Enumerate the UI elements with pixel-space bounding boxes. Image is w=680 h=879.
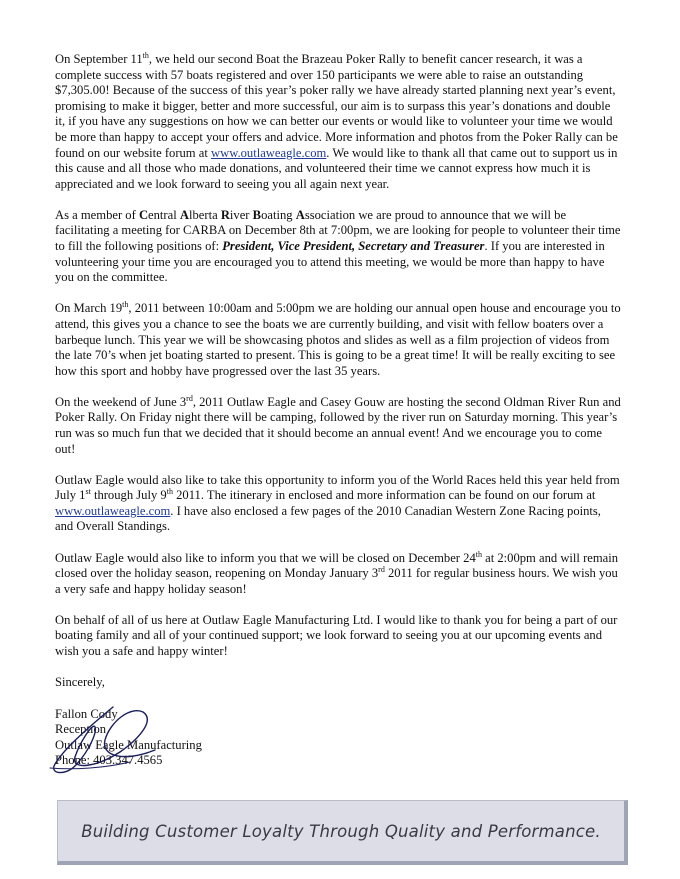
superscript: th [166, 487, 173, 497]
paragraph-thank-you: On behalf of all of us here at Outlaw Eagle Manufacturing Ltd. I would like to thank you for being a part of our boating family and all of your continued support; we look forward to seeing you at our upcoming events and wish you a safe and happy winter! [55, 612, 618, 658]
paragraph-world-races [55, 473, 621, 535]
acronym-letter: C [138, 207, 149, 222]
text: On March 19 [55, 301, 123, 316]
paragraph-oldman-river-run [55, 395, 621, 457]
website-link[interactable]: www.outlaweagle.com [55, 503, 171, 518]
superscript: rd [378, 565, 385, 575]
text: Outlaw Eagle would also like to inform you that we will be closed on December 24 [55, 550, 476, 565]
signature-block [55, 707, 621, 769]
text: . I have also enclosed a few pages of the 2010 Canadian Western Zone Racing points, and Overall Standings. [55, 503, 601, 534]
acronym-letter: R [220, 207, 230, 222]
signer-title: Reception [55, 722, 107, 737]
letter-body [55, 52, 621, 769]
text: . We would like to thank all that came out to support us in this cause and all those who made donations, and volunteered their time we cannot express how much it is appreciated and we look forward to seeing you all again next year. [55, 145, 618, 191]
paragraph-open-house [55, 301, 621, 379]
text: through July 9 [90, 488, 167, 503]
text: On the weekend of June 3 [55, 394, 187, 409]
closing: Sincerely, [55, 675, 105, 690]
superscript: th [122, 300, 129, 310]
signer-phone: Phone: 403.347.4565 [55, 753, 163, 768]
text: Outlaw Eagle would also like to take this opportunity to inform you of the World Races held this year held from July 1 [55, 472, 620, 503]
text: ssociation [304, 207, 356, 222]
signer-company: Outlaw Eagle Manufacturing [55, 737, 202, 752]
text: 2011. The itinerary in enclosed and more information can be found on our forum at [172, 488, 596, 503]
paragraph-carba-meeting [55, 208, 621, 286]
text: at 2:00pm and will remain closed over the holiday season, reopening on Monday January 3 [55, 550, 619, 581]
acronym-letter: B [252, 207, 262, 222]
acronym-letter: A [295, 207, 305, 222]
superscript: th [142, 51, 149, 60]
text: 2011 for regular business hours. We wish you a very safe and happy holiday season! [55, 566, 618, 596]
text: entral [148, 207, 180, 222]
text: . If you are interested in volunteering your time you are encouraged you to attend this meeting, we would be more than happy to have you on the committee. [55, 239, 605, 285]
superscript: st [85, 487, 91, 497]
positions-list: President, Vice President, Secretary and Treasurer [222, 239, 485, 254]
superscript: rd [186, 393, 193, 403]
paragraph-poker-rally [55, 52, 621, 192]
text: , we held our second Boat the Brazeau Poker Rally to benefit cancer research, it was a complete success with 57 boats registered and over 150 participants we were able to raise an outstanding $7,305.00! Because of the success of this year’s poker rally we have already started planning next year’s event, promising to make it bigger, better and more successful, our aim is to surpass this year’s donations and double it, if you have any suggestions on how we can better our events or would like to volunteer your time we would be more than happy to accept your offers and advice. More information and photos from the Poker Rally can be found on our website forum at [55, 52, 618, 160]
website-link[interactable]: www.outlaweagle.com [211, 145, 327, 160]
text: , 2011 between 10:00am and 5:00pm we are holding our annual open house and encourage you to attend, this gives you a chance to see the boats we are currently building, and visit with fellow boaters over a barbeque lunch. This year we will be showcasing photos and slides as well as a film projection of videos from the late 70’s when jet boating started to present. This is going to be a great time! It will be really exciting to see how this sport and hobby have progressed over the last 35 years. [55, 301, 621, 378]
footer-banner [57, 800, 628, 865]
text: On September 11 [55, 52, 143, 66]
footer-slogan: Building Customer Loyalty Through Quality and Performance. [81, 821, 601, 841]
acronym-letter: A [179, 207, 189, 222]
text: we are proud to announce that we will be facilitating a meeting for CARBA on December 8th at 7:00pm, we are looking for people to volunteer their time to fill the following positions of: [55, 207, 621, 254]
text: oating [261, 207, 296, 222]
text: , 2011 Outlaw Eagle and Casey Gouw are hosting the second Oldman River Run and Poker Rally. On Friday night there will be camping, followed by the river run on Saturday morning. This year’s run was so much fun that we decided that it should become an annual event! And we encourage you to come out! [55, 394, 621, 456]
paragraph-holiday-closure [55, 551, 621, 598]
text: As a member of [55, 207, 139, 222]
text: lberta [188, 207, 221, 222]
superscript: th [475, 549, 482, 559]
signer-name: Fallon Cody [55, 706, 118, 721]
text: iver [229, 207, 253, 222]
